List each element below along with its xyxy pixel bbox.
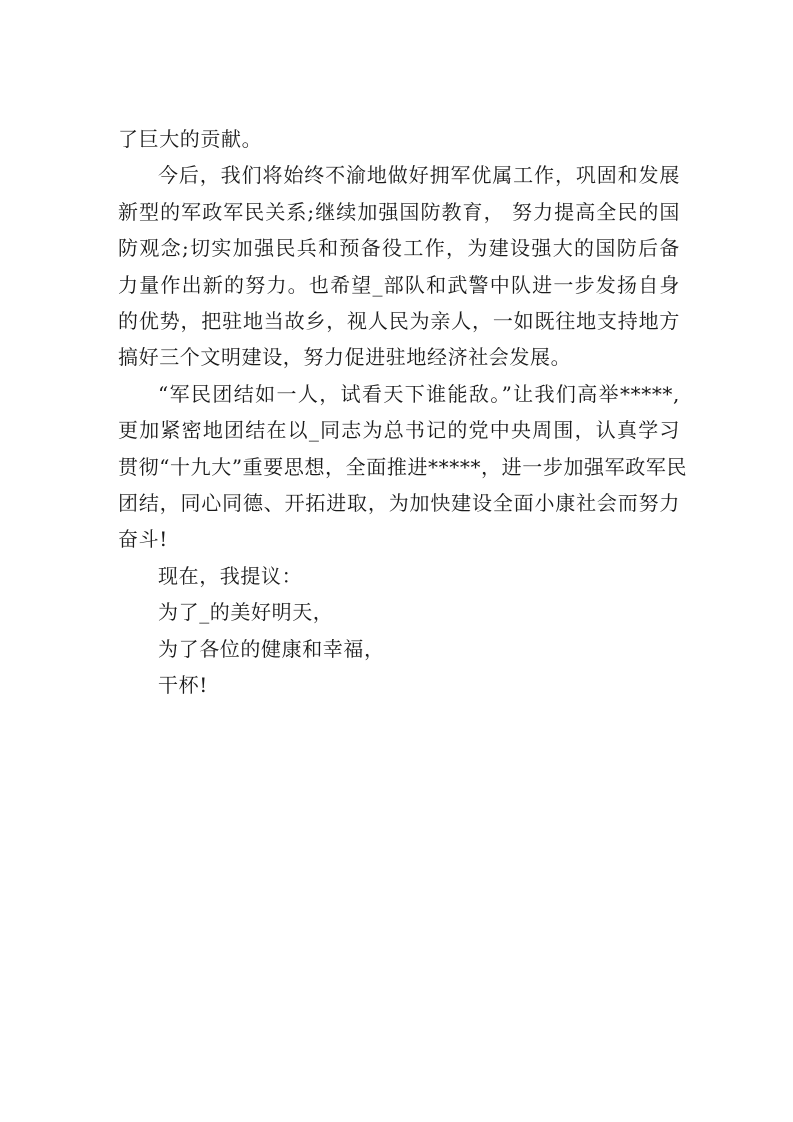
text-line: 奋斗! xyxy=(118,527,168,552)
text-line: 搞好三个文明建设，努力促进驻地经济社会发展。 xyxy=(118,345,572,370)
text-line: 力量作出新的努力。也希望_部队和武警中队进一步发扬自身 xyxy=(118,272,680,297)
text-line: 了巨大的贡献。 xyxy=(118,127,263,151)
text-line: 现在，我提议： xyxy=(158,563,303,588)
text-line: 干杯! xyxy=(158,673,208,698)
text-line: 为了_的美好明天， xyxy=(158,600,334,625)
text-line: 贯彻“十九大”重要思想，全面推进*****，进一步加强军政军民 xyxy=(118,454,688,479)
text-line: 更加紧密地团结在以_同志为总书记的党中央周围，认真学习 xyxy=(118,418,680,443)
text-line: 今后，我们将始终不渝地做好拥军优属工作，巩固和发展 xyxy=(158,163,680,188)
paragraph-4 xyxy=(118,558,680,594)
paragraph-6 xyxy=(118,631,680,667)
paragraph-3 xyxy=(118,376,688,558)
text-line: 防观念;切实加强民兵和预备役工作，为建设强大的国防后备 xyxy=(118,236,680,261)
text-line: 为了各位的健康和幸福， xyxy=(158,636,385,661)
paragraph-5 xyxy=(118,594,680,630)
paragraph-7 xyxy=(118,667,680,703)
text-line: 的优势，把驻地当故乡，视人民为亲人，一如既往地支持地方 xyxy=(118,309,680,334)
paragraph-1 xyxy=(118,121,680,157)
text-line: “军民团结如一人，试看天下谁能敌。”让我们高举*****, xyxy=(158,381,680,406)
paragraph-2 xyxy=(118,157,680,375)
text-line: 新型的军政军民关系;继续加强国防教育， 努力提高全民的国 xyxy=(118,199,680,224)
document-body xyxy=(118,121,688,704)
text-line: 团结，同心同德、开拓进取，为加快建设全面小康社会而努力 xyxy=(118,491,680,516)
